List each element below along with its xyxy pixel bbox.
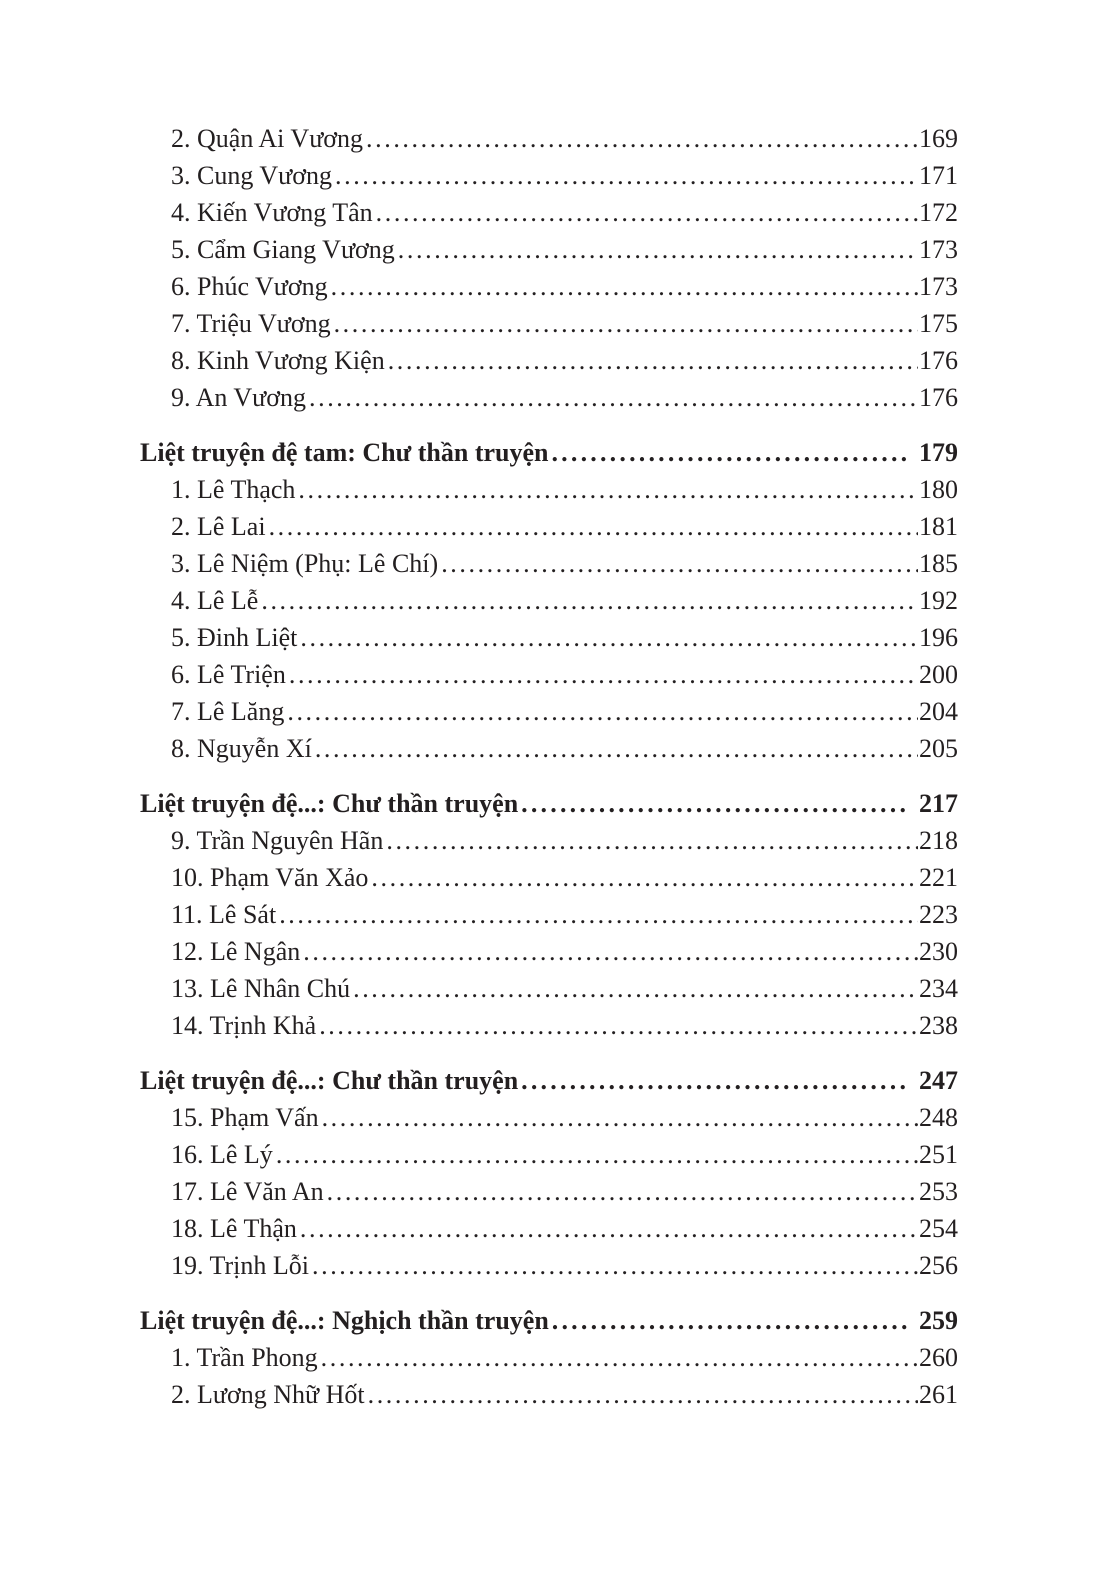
entry-label: 3. Cung Vương — [171, 161, 332, 190]
toc-item-row — [140, 693, 958, 730]
entry-label: 6. Lê Triện — [171, 660, 286, 689]
entry-label: 14. Trịnh Khả — [171, 1011, 317, 1040]
toc-item-row — [140, 1099, 958, 1136]
page-number: 238 — [919, 1011, 958, 1040]
page-number: 180 — [919, 475, 958, 504]
page-number: 253 — [919, 1177, 958, 1206]
entry-label: 11. Lê Sát — [171, 900, 277, 929]
section-heading-label: Liệt truyện đệ tam: Chư thần truyện — [140, 438, 549, 467]
toc-item-row — [140, 305, 958, 342]
page-number: 251 — [919, 1140, 958, 1169]
toc-item-row — [140, 859, 958, 896]
page-number: 259 — [919, 1306, 958, 1335]
dot-leader — [295, 471, 918, 508]
toc-heading-row — [140, 434, 958, 471]
toc-item-row — [140, 157, 958, 194]
entry-label: 17. Lê Văn An — [171, 1177, 324, 1206]
dot-leader — [363, 120, 918, 157]
page-number: 223 — [919, 900, 958, 929]
dot-leader — [331, 305, 918, 342]
dot-leader — [316, 1007, 918, 1044]
entry-label: 8. Kinh Vương Kiện — [171, 346, 385, 375]
entry-label: 7. Lê Lăng — [171, 697, 285, 726]
entry-label: 9. An Vương — [171, 383, 306, 412]
toc-item-row — [140, 471, 958, 508]
dot-leader — [548, 434, 910, 471]
toc-item-row — [140, 194, 958, 231]
section-heading-label: Liệt truyện đệ...: Chư thần truyện — [140, 1066, 519, 1095]
section-heading-label: Liệt truyện đệ...: Nghịch thần truyện — [140, 1306, 549, 1335]
page-number: 176 — [919, 346, 958, 375]
page-number: 234 — [919, 974, 958, 1003]
dot-leader — [258, 582, 918, 619]
toc-heading-row — [140, 785, 958, 822]
page-number: 200 — [919, 660, 958, 689]
toc-item-row — [140, 379, 958, 416]
dot-leader — [549, 1302, 910, 1339]
entry-label: 16. Lê Lý — [171, 1140, 273, 1169]
section-heading-label: Liệt truyện đệ...: Chư thần truyện — [140, 789, 519, 818]
dot-leader — [383, 822, 918, 859]
dot-leader — [309, 1247, 918, 1284]
dot-leader — [328, 268, 918, 305]
entry-label: 2. Quận Ai Vương — [171, 124, 364, 153]
dot-leader — [266, 508, 918, 545]
dot-leader — [438, 545, 918, 582]
dot-leader — [273, 1136, 918, 1173]
dot-leader — [365, 1376, 918, 1413]
dot-leader — [319, 1099, 918, 1136]
entry-label: 5. Cẩm Giang Vương — [171, 235, 395, 264]
toc-item-row — [140, 619, 958, 656]
dot-leader — [373, 194, 918, 231]
toc-item-row — [140, 120, 958, 157]
page-number: 218 — [919, 826, 958, 855]
entry-label: 9. Trần Nguyên Hãn — [171, 826, 384, 855]
page-number: 248 — [919, 1103, 958, 1132]
entry-label: 13. Lê Nhân Chú — [171, 974, 351, 1003]
entry-label: 4. Kiến Vương Tân — [171, 198, 373, 227]
page-number: 196 — [919, 623, 958, 652]
toc-item-row — [140, 1247, 958, 1284]
page-number: 217 — [919, 789, 958, 818]
entry-label: 10. Phạm Văn Xảo — [171, 863, 369, 892]
toc-item-row — [140, 1173, 958, 1210]
page-number: 169 — [919, 124, 958, 153]
toc-item-row — [140, 933, 958, 970]
page-number: 172 — [919, 198, 958, 227]
dot-leader — [350, 970, 918, 1007]
page-number: 175 — [919, 309, 958, 338]
page-number: 204 — [919, 697, 958, 726]
page-number: 247 — [919, 1066, 958, 1095]
toc-list — [140, 120, 958, 1413]
toc-heading-row — [140, 1062, 958, 1099]
dot-leader — [385, 342, 918, 379]
page-number: 185 — [919, 549, 958, 578]
page-number: 205 — [919, 734, 958, 763]
toc-item-row — [140, 656, 958, 693]
page-number: 176 — [919, 383, 958, 412]
entry-label: 3. Lê Niệm (Phụ: Lê Chí) — [171, 549, 439, 578]
toc-item-row — [140, 582, 958, 619]
page-number: 260 — [919, 1343, 958, 1372]
dot-leader — [368, 859, 918, 896]
entry-label: 19. Trịnh Lỗi — [171, 1251, 309, 1280]
toc-item-row — [140, 822, 958, 859]
toc-item-row — [140, 342, 958, 379]
dot-leader — [284, 693, 918, 730]
toc-item-row — [140, 508, 958, 545]
dot-leader — [324, 1173, 918, 1210]
entry-label: 2. Lê Lai — [171, 512, 266, 541]
page-number: 230 — [919, 937, 958, 966]
dot-leader — [306, 379, 918, 416]
page-number: 179 — [919, 438, 958, 467]
entry-label: 18. Lê Thận — [171, 1214, 297, 1243]
dot-leader — [395, 231, 918, 268]
toc-item-row — [140, 730, 958, 767]
entry-label: 7. Triệu Vương — [171, 309, 331, 338]
toc-item-row — [140, 1210, 958, 1247]
entry-label: 6. Phúc Vương — [171, 272, 328, 301]
toc-item-row — [140, 231, 958, 268]
page-number: 256 — [919, 1251, 958, 1280]
page-number: 181 — [919, 512, 958, 541]
dot-leader — [276, 896, 918, 933]
toc-item-row — [140, 896, 958, 933]
page-number: 173 — [919, 235, 958, 264]
page-number: 254 — [919, 1214, 958, 1243]
page-number: 261 — [919, 1380, 958, 1409]
dot-leader — [297, 619, 918, 656]
entry-label: 12. Lê Ngân — [171, 937, 301, 966]
toc-item-row — [140, 268, 958, 305]
dot-leader — [518, 785, 910, 822]
entry-label: 4. Lê Lễ — [171, 586, 259, 615]
dot-leader — [312, 730, 918, 767]
toc-heading-row — [140, 1302, 958, 1339]
entry-label: 1. Lê Thạch — [171, 475, 296, 504]
dot-leader — [286, 656, 918, 693]
page-number: 221 — [919, 863, 958, 892]
toc-item-row — [140, 1339, 958, 1376]
entry-label: 8. Nguyễn Xí — [171, 734, 312, 763]
page-number: 192 — [919, 586, 958, 615]
entry-label: 2. Lương Nhữ Hốt — [171, 1380, 365, 1409]
dot-leader — [332, 157, 918, 194]
dot-leader — [297, 1210, 918, 1247]
entry-label: 15. Phạm Vấn — [171, 1103, 319, 1132]
toc-item-row — [140, 970, 958, 1007]
dot-leader — [318, 1339, 918, 1376]
toc-item-row — [140, 1376, 958, 1413]
page-number: 173 — [919, 272, 958, 301]
entry-label: 5. Đinh Liệt — [171, 623, 298, 652]
dot-leader — [518, 1062, 910, 1099]
dot-leader — [300, 933, 918, 970]
toc-item-row — [140, 1136, 958, 1173]
page-number: 171 — [919, 161, 958, 190]
toc-item-row — [140, 1007, 958, 1044]
toc-item-row — [140, 545, 958, 582]
entry-label: 1. Trần Phong — [171, 1343, 318, 1372]
